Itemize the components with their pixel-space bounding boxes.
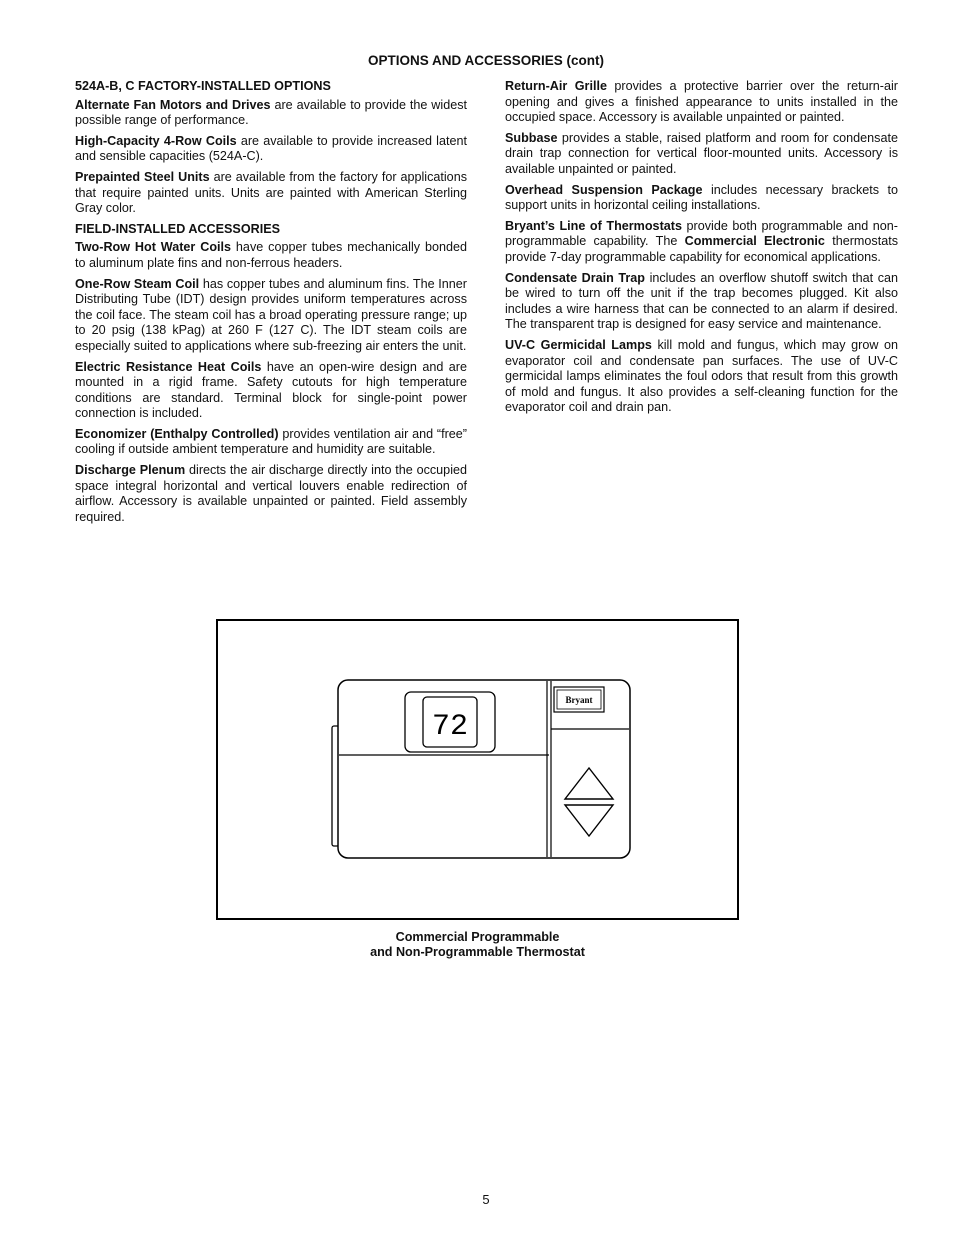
term: Condensate Drain Trap: [505, 270, 646, 285]
caption-line-1: Commercial Programmable: [395, 930, 560, 944]
paragraph-steam-coil: One-Row Steam Coil has copper tubes and aluminum fins. The Inner Distributing Tube (IDT) design provides uniform temperatures across the coil face. The steam coil has a broad operating pressure range; up to 20 psig (138 kPag) at 260 F (127 C). The IDT steam coils are especially suited to applications where sub-freezing air enters the unit.: [75, 276, 467, 353]
paragraph-return-air-grille: Return-Air Grille provides a protective barrier over the return-air opening and gives a finished appearance to units installed in the occupied space. Accessory is available unpainted or painted.: [505, 79, 898, 125]
figure-caption: [216, 930, 739, 960]
paragraph-condensate-trap: Condensate Drain Trap includes an overflow shutoff switch that can be wired to turn off the unit if the trap becomes plugged. Kit also includes a wire harness that can be connected to an alarm if desired. The transparent trap is designed for easy service and maintenance.: [505, 270, 898, 332]
term: Prepainted Steel Units: [75, 169, 210, 184]
paragraph-uvc-lamps: UV-C Germicidal Lamps kill mold and fungus, which may grow on evaporator coil and condensate pan surfaces. The use of UV-C germicidal lamps eliminates the foul odors that result from this growth of mold and fungus. It also provides a self-cleaning function for the evaporator coil and drain pan.: [505, 337, 898, 415]
term: Overhead Suspension Package: [505, 182, 703, 197]
paragraph-electric-heat: Electric Resistance Heat Coils have an open-wire design and are mounted in a rigid frame. Safety cutouts for high temperature conditions are standard. Terminal block for single-point power connection is included.: [75, 359, 468, 421]
paragraph-fan-motors: Alternate Fan Motors and Drives are available to provide the widest possible range of performance.: [75, 97, 467, 128]
term: High-Capacity 4-Row Coils: [75, 133, 237, 148]
paragraph-4row-coils: High-Capacity 4-Row Coils are available to provide increased latent and sensible capacities (524A-C).: [75, 133, 467, 164]
term: Discharge Plenum: [75, 463, 186, 478]
thermostat-figure: [216, 619, 739, 920]
term: One-Row Steam Coil: [75, 276, 200, 291]
term: Subbase: [505, 130, 558, 145]
paragraph-overhead-suspension: Overhead Suspension Package includes necessary brackets to support units in horizontal ceiling installations.: [505, 182, 898, 213]
term: Return-Air Grille: [505, 79, 607, 93]
caption-line-2: and Non-Programmable Thermostat: [370, 945, 585, 959]
thermostat-illustration: [218, 621, 737, 918]
term: Alternate Fan Motors and Drives: [75, 97, 271, 112]
paragraph-hot-water-coils: Two-Row Hot Water Coils have copper tubes mechanically bonded to aluminum plate fins and non-ferrous headers.: [75, 240, 467, 270]
field-accessories-heading: FIELD-INSTALLED ACCESSORIES: [75, 221, 281, 236]
term: Two-Row Hot Water Coils: [75, 240, 232, 255]
term: Bryant’s Line of Thermostats: [505, 218, 682, 233]
term: UV-C Germicidal Lamps: [505, 337, 652, 352]
paragraph-prepainted: Prepainted Steel Units are available from the factory for applications that require painted units. Units are painted with American Sterling Gray color.: [75, 169, 467, 216]
page-number: 5: [482, 1192, 490, 1207]
term: Commercial Electronic: [684, 234, 825, 249]
factory-options-heading: 524A-B, C FACTORY-INSTALLED OPTIONS: [75, 79, 331, 93]
term: Economizer (Enthalpy Controlled): [75, 426, 279, 441]
paragraph-economizer: Economizer (Enthalpy Controlled) provides ventilation air and “free” cooling if outside ambient temperature and humidity are suitable.: [75, 426, 467, 457]
display-temperature: 72: [431, 710, 469, 744]
bryant-logo: Bryant: [565, 695, 593, 705]
page-title: OPTIONS AND ACCESSORIES (cont): [367, 53, 604, 68]
term: Electric Resistance Heat Coils: [75, 359, 262, 374]
left-column: [75, 79, 467, 530]
paragraph-subbase: Subbase provides a stable, raised platform and room for condensate drain trap connection for vertical floor-mounted units. Accessory is available unpainted or painted.: [505, 130, 898, 176]
right-column: [505, 79, 898, 421]
paragraph-discharge-plenum: Discharge Plenum directs the air discharge directly into the occupied space integral horizontal and vertical louvers enable redirection of airflow. Accessory is available unpainted or painted. Field assembly required.: [75, 463, 467, 524]
paragraph-thermostats: Bryant’s Line of Thermostats provide both programmable and non-programmable capability. The Commercial Electronic thermostats provide 7-day programmable capability for economical applications.: [505, 218, 898, 264]
